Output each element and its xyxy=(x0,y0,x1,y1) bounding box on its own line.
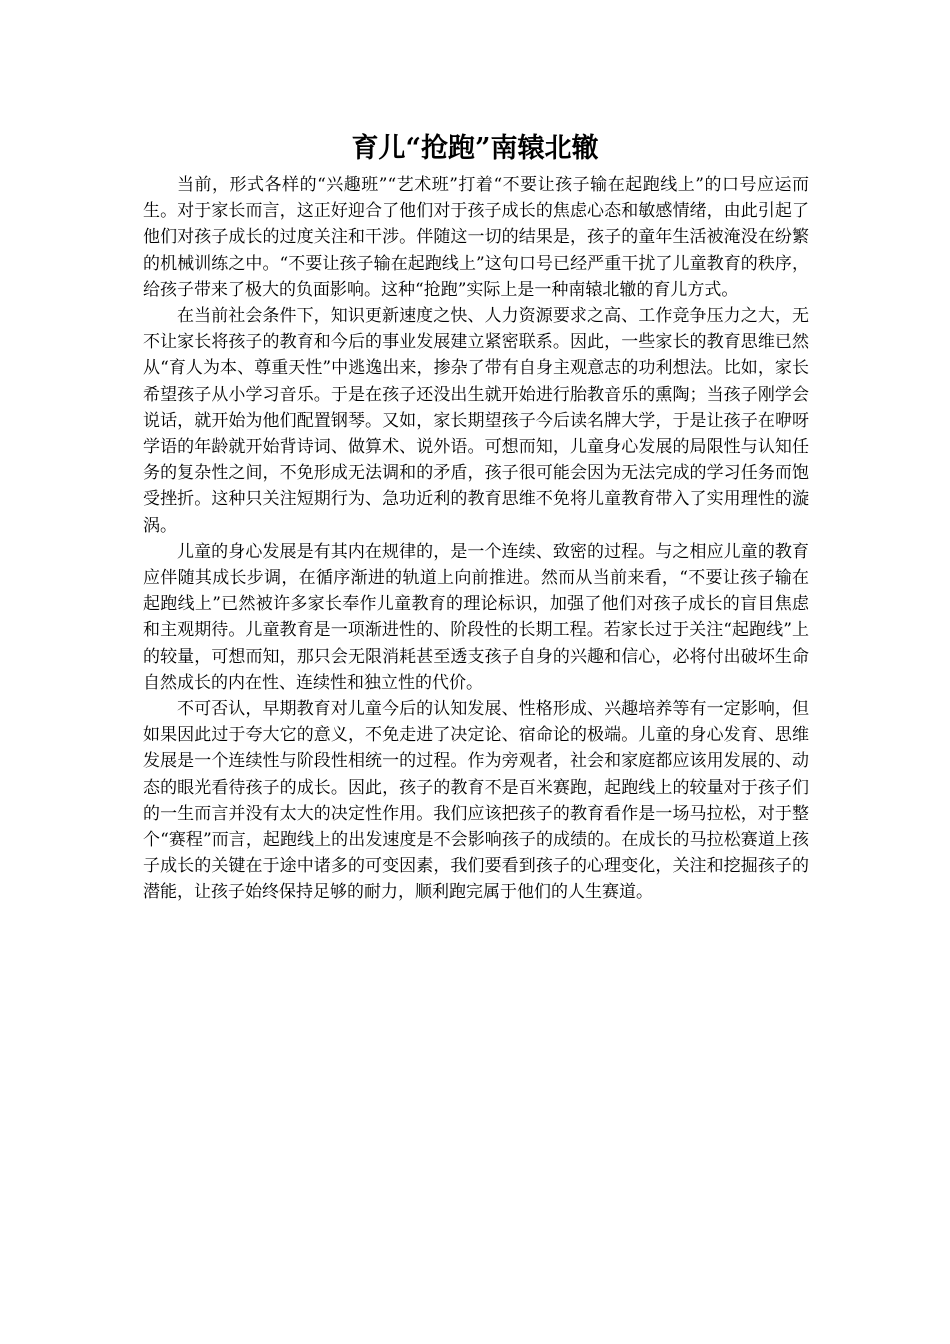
document-title: 育儿“抢跑”南辕北辙 xyxy=(351,133,599,164)
paragraph-4: 不可否认，早期教育对儿童今后的认知发展、性格形成、兴趣培养等有一定影响，但如果因此过于夸大它的意义，不免走进了决定论、宿命论的极端。儿童的身心发育、思维发展是一个连续性与阶段性相统一的过程。作为旁观者，社会和家庭都应该用发展的、动态的眼光看待孩子的成长。因此，孩子的教育不是百米赛跑，起跑线上的较量对于孩子们的一生而言并没有太大的决定性作用。我们应该把孩子的教育看作是一场马拉松，对于整个“赛程”而言，起跑线上的出发速度是不会影响孩子的成绩的。在成长的马拉松赛道上孩子成长的关键在于途中诸多的可变因素，我们要看到孩子的心理变化，关注和挖掘孩子的潜能，让孩子始终保持足够的耐力，顺利跑完属于他们的人生赛道。 xyxy=(143,699,809,903)
paragraph-1: 当前，形式各样的“兴趣班”“艺术班”打着“不要让孩子输在起跑线上”的口号应运而生。对于家长而言，这正好迎合了他们对于孩子成长的焦虑心态和敏感情绪，由此引起了他们对孩子成长的过度关注和干涉。伴随这一切的结果是，孩子的童年生活被淹没在纷繁的机械训练之中。“不要让孩子输在起跑线上”这句口号已经严重干扰了儿童教育的秩序，给孩子带来了极大的负面影响。这种“抢跑”实际上是一种南辕北辙的育儿方式。 xyxy=(143,175,809,300)
paragraph-3: 儿童的身心发展是有其内在规律的，是一个连续、致密的过程。与之相应儿童的教育应伴随其成长步调，在循序渐进的轨道上向前推进。然而从当前来看，“不要让孩子输在起跑线上”已然被许多家长奉作儿童教育的理论标识，加强了他们对孩子成长的盲目焦虑和主观期待。儿童教育是一项渐进性的、阶段性的长期工程。若家长过于关注“起跑线”上的较量，可想而知，那只会无限消耗甚至透支孩子自身的兴趣和信心，必将付出破坏生命自然成长的内在性、连续性和独立性的代价。 xyxy=(143,541,809,693)
paragraph-2: 在当前社会条件下，知识更新速度之快、人力资源要求之高、工作竞争压力之大，无不让家长将孩子的教育和今后的事业发展建立紧密联系。因此，一些家长的教育思维已然从“育人为本、尊重天性”中逃逸出来，掺杂了带有自身主观意志的功利想法。比如，家长希望孩子从小学习音乐。于是在孩子还没出生就开始进行胎教音乐的熏陶；当孩子刚学会说话，就开始为他们配置钢琴。又如，家长期望孩子今后读名牌大学，于是让孩子在咿呀学语的年龄就开始背诗词、做算术、说外语。可想而知，儿童身心发展的局限性与认知任务的复杂性之间，不免形成无法调和的矛盾，孩子很可能会因为无法完成的学习任务而饱受挫折。这种只关注短期行为、急功近利的教育思维不免将儿童教育带入了实用理性的漩涡。 xyxy=(143,306,809,536)
document-body xyxy=(143,172,809,906)
